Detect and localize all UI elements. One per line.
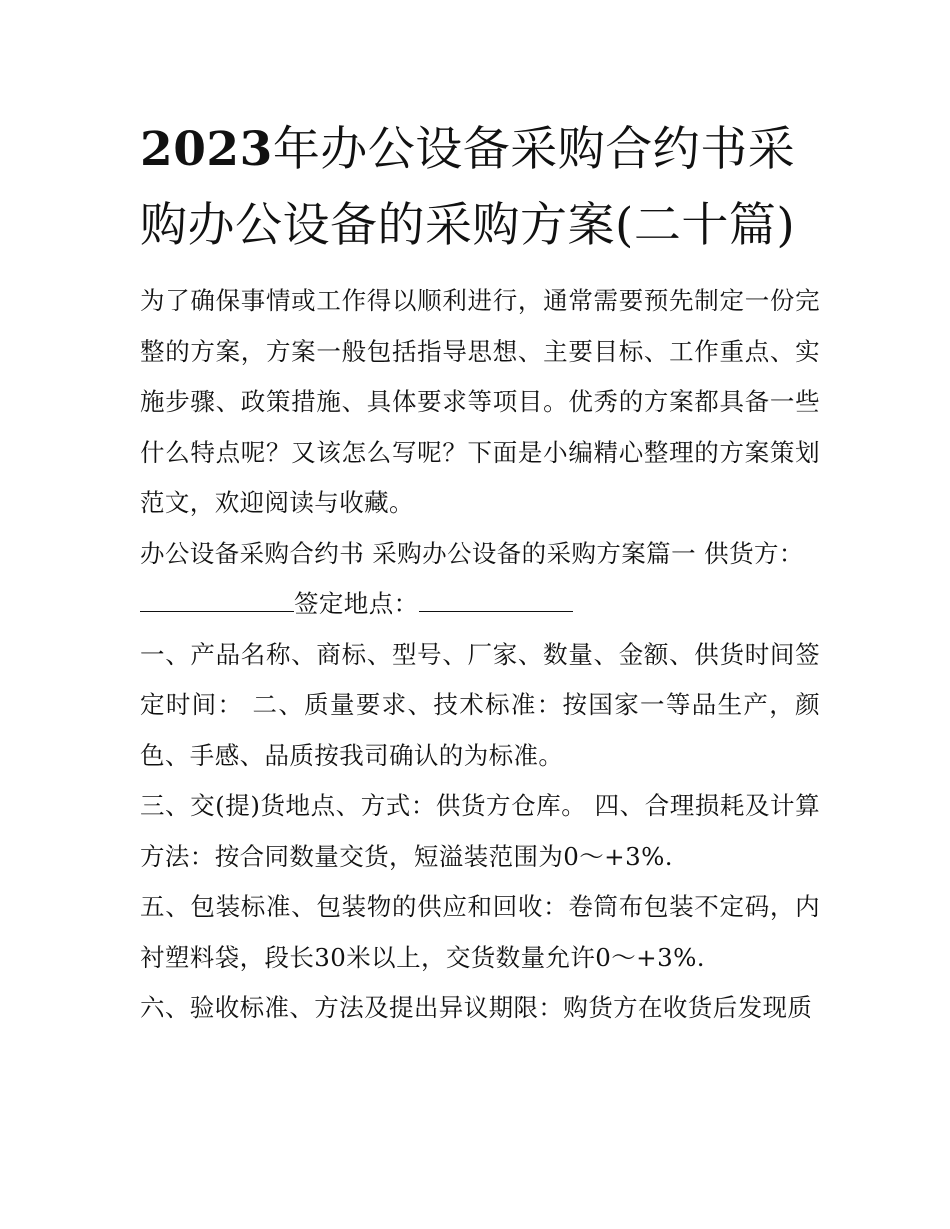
- location-blank-line: [419, 585, 573, 612]
- supplier-blank-line: [140, 585, 294, 612]
- sign-location-line: [140, 579, 820, 630]
- clause-paragraph: 五、包装标准、包装物的供应和回收：卷筒布包装不定码，内衬塑料袋，段长30米以上，交货数量允许0～+3%.: [140, 892, 820, 972]
- clause-paragraph: 三、交(提)货地点、方式：供货方仓库。 四、合理损耗及计算方法：按合同数量交货，短溢装范围为0～+3%.: [140, 791, 820, 871]
- contract-heading-paragraph: 办公设备采购合约书 采购办公设备的采购方案篇一 供货方：: [140, 538, 804, 568]
- sign-location-label: 签定地点：: [294, 589, 419, 618]
- title-text: 年办公设备采购合约书采购办公设备的采购方案(二十篇): [140, 122, 796, 253]
- document-title: [140, 112, 820, 264]
- document-page: [140, 112, 820, 1034]
- clause-paragraph: 六、验收标准、方法及提出异议期限：购货方在收货后发现质: [140, 993, 813, 1022]
- title-year: 2023: [140, 122, 273, 177]
- clause-paragraph: 一、产品名称、商标、型号、厂家、数量、金额、供货时间签定时间： 二、质量要求、技术标准：按国家一等品生产，颜色、手感、品质按我司确认的为标准。: [140, 639, 820, 770]
- intro-paragraph: 为了确保事情或工作得以顺利进行，通常需要预先制定一份完整的方案，方案一般包括指导思想、主要目标、工作重点、实施步骤、政策措施、具体要求等项目。优秀的方案都具备一些什么特点呢？又该怎么写呢？下面是小编精心整理的方案策划范文，欢迎阅读与收藏。: [140, 286, 820, 517]
